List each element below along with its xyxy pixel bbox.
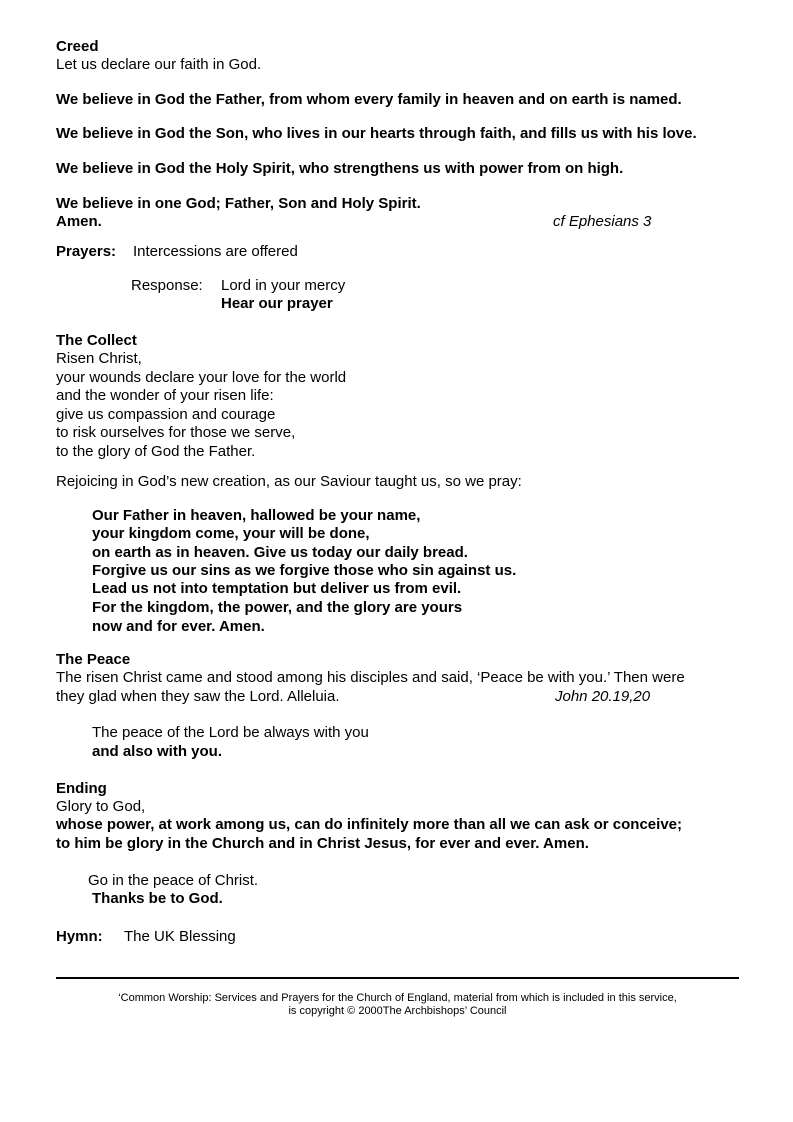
creed-one-god: We believe in one God; Father, Son and Holy Spirit. bbox=[56, 195, 421, 212]
response-line-2: Hear our prayer bbox=[221, 295, 333, 312]
peace-line-1: The risen Christ came and stood among his disciples and said, ‘Peace be with you.’ Then were bbox=[56, 669, 685, 686]
lords-prayer-intro: Rejoicing in God’s new creation, as our Saviour taught us, so we pray: bbox=[56, 473, 522, 490]
ending-heading: Ending bbox=[56, 780, 107, 797]
ending-line-2: whose power, at work among us, can do infinitely more than all we can ask or conceive; bbox=[56, 816, 683, 833]
lords-prayer-line: Lead us not into temptation but deliver us from evil. bbox=[92, 580, 462, 597]
ending-line-1: Glory to God, bbox=[56, 798, 146, 815]
creed-heading: Creed bbox=[56, 38, 99, 55]
footer-divider bbox=[56, 977, 739, 979]
creed-intro: Let us declare our faith in God. bbox=[56, 56, 262, 73]
collect-line: to risk ourselves for those we serve, bbox=[56, 424, 296, 441]
creed-reference: cf Ephesians 3 bbox=[553, 213, 652, 230]
prayers-label: Prayers: bbox=[56, 243, 117, 260]
collect-line: to the glory of God the Father. bbox=[56, 443, 256, 460]
collect-heading: The Collect bbox=[56, 332, 137, 349]
collect-line: your wounds declare your love for the world bbox=[56, 369, 347, 386]
hymn-title: The UK Blessing bbox=[124, 928, 236, 945]
footer-line-2: is copyright © 2000The Archbishops’ Council bbox=[288, 1005, 507, 1017]
dismissal-response: Thanks be to God. bbox=[92, 890, 223, 907]
lords-prayer-line: Our Father in heaven, hallowed be your name, bbox=[92, 507, 421, 524]
footer-line-1: ‘Common Worship: Services and Prayers for the Church of England, material from which is included in this service, bbox=[118, 992, 677, 1004]
peace-heading: The Peace bbox=[56, 651, 131, 668]
ending-line-3: to him be glory in the Church and in Christ Jesus, for ever and ever. Amen. bbox=[56, 835, 589, 852]
response-label: Response: bbox=[131, 277, 203, 294]
collect-line: Risen Christ, bbox=[56, 350, 142, 367]
lords-prayer-line: your kingdom come, your will be done, bbox=[92, 525, 370, 542]
peace-versicle: The peace of the Lord be always with you bbox=[92, 724, 369, 741]
collect-line: and the wonder of your risen life: bbox=[56, 387, 274, 404]
prayers-text: Intercessions are offered bbox=[133, 243, 298, 260]
creed-amen: Amen. bbox=[56, 213, 102, 230]
lords-prayer-line: Forgive us our sins as we forgive those who sin against us. bbox=[92, 562, 517, 579]
peace-reference: John 20.19,20 bbox=[555, 688, 651, 705]
dismissal: Go in the peace of Christ. bbox=[88, 872, 259, 889]
creed-father: We believe in God the Father, from whom every family in heaven and on earth is named. bbox=[56, 91, 682, 108]
collect-line: give us compassion and courage bbox=[56, 406, 276, 423]
peace-response: and also with you. bbox=[92, 743, 223, 760]
lords-prayer-line: on earth as in heaven. Give us today our daily bread. bbox=[92, 544, 468, 561]
response-line-1: Lord in your mercy bbox=[221, 277, 346, 294]
lords-prayer-line: now and for ever. Amen. bbox=[92, 618, 265, 635]
creed-son: We believe in God the Son, who lives in our hearts through faith, and fills us with his love. bbox=[56, 125, 697, 142]
lords-prayer-line: For the kingdom, the power, and the glory are yours bbox=[92, 599, 463, 616]
hymn-label: Hymn: bbox=[56, 928, 103, 945]
peace-line-2: they glad when they saw the Lord. Alleluia. bbox=[56, 688, 340, 705]
creed-spirit: We believe in God the Holy Spirit, who strengthens us with power from on high. bbox=[56, 160, 624, 177]
